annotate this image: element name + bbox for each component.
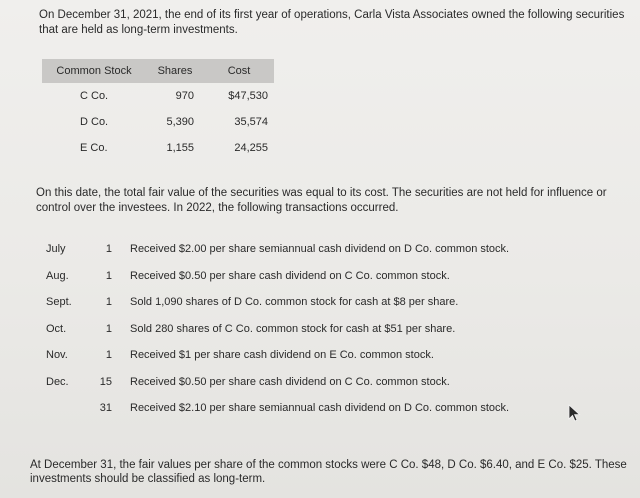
year-end-fair-values: At December 31, the fair values per share of the common stocks were C Co. $48, D Co. $6.40, and E Co. $25. These investments should be classified as long-term.: [30, 459, 627, 485]
fair-value-paragraph: On this date, the total fair value of the securities was equal to its cost. The securities are not held for influence or control over the investees. In 2022, the following transactions occurred.: [36, 187, 607, 214]
transactions-list: [36, 236, 596, 422]
table-row: [42, 135, 274, 161]
transaction-row: [36, 263, 596, 290]
stock-shares: 970: [175, 90, 194, 102]
transaction-description: Received $0.50 per share cash dividend on C Co. common stock.: [130, 269, 450, 282]
table-row: [42, 109, 274, 135]
transaction-row: [36, 316, 596, 343]
transaction-day: 1: [105, 349, 112, 362]
transaction-row: [36, 342, 596, 369]
transaction-description: Received $0.50 per share cash dividend on C Co. common stock.: [130, 375, 450, 388]
transaction-description: Received $2.10 per share semiannual cash dividend on D Co. common stock.: [130, 402, 510, 415]
transaction-row: [36, 289, 596, 316]
table-row: [42, 83, 274, 109]
transaction-month: July: [46, 243, 66, 256]
stock-shares: 1,155: [166, 142, 194, 154]
securities-table: [42, 59, 274, 161]
transaction-row: [36, 236, 596, 263]
transaction-month: Aug.: [46, 269, 69, 282]
transaction-day: 1: [105, 269, 112, 282]
transaction-month: Dec.: [46, 375, 69, 388]
stock-name: C Co.: [80, 90, 109, 102]
transaction-description: Received $2.00 per share semiannual cash dividend on D Co. common stock.: [130, 243, 510, 256]
transaction-row: [36, 395, 596, 422]
problem-intro: On December 31, 2021, the end of its first year of operations, Carla Vista Associates owned the following securities that are held as long-term investments.: [39, 9, 625, 36]
transaction-day: 15: [99, 375, 112, 388]
header-common-stock: Common Stock: [42, 59, 146, 83]
transaction-month: [36, 395, 88, 422]
mouse-pointer-icon: [568, 404, 582, 422]
stock-cost: 35,574: [234, 116, 268, 128]
transaction-day: 1: [105, 243, 112, 256]
stock-shares: 5,390: [166, 116, 194, 128]
header-cost: Cost: [204, 59, 274, 83]
transaction-month: Sept.: [46, 296, 72, 309]
transaction-day: 31: [99, 402, 112, 415]
stock-cost: 24,255: [234, 142, 268, 154]
stock-name: D Co.: [80, 116, 109, 128]
stock-name: E Co.: [80, 142, 108, 154]
transaction-description: Sold 280 shares of C Co. common stock for cash at $51 per share.: [130, 322, 456, 335]
transaction-day: 1: [105, 296, 112, 309]
securities-header-row: [42, 59, 274, 83]
header-shares: Shares: [146, 59, 204, 83]
transaction-month: Nov.: [46, 349, 68, 362]
transaction-description: Sold 1,090 shares of D Co. common stock for cash at $8 per share.: [130, 296, 459, 309]
transaction-description: Received $1 per share cash dividend on E Co. common stock.: [130, 349, 434, 362]
transaction-day: 1: [105, 322, 112, 335]
transaction-row: [36, 369, 596, 396]
stock-cost: $47,530: [228, 90, 268, 102]
transaction-month: Oct.: [46, 322, 67, 335]
